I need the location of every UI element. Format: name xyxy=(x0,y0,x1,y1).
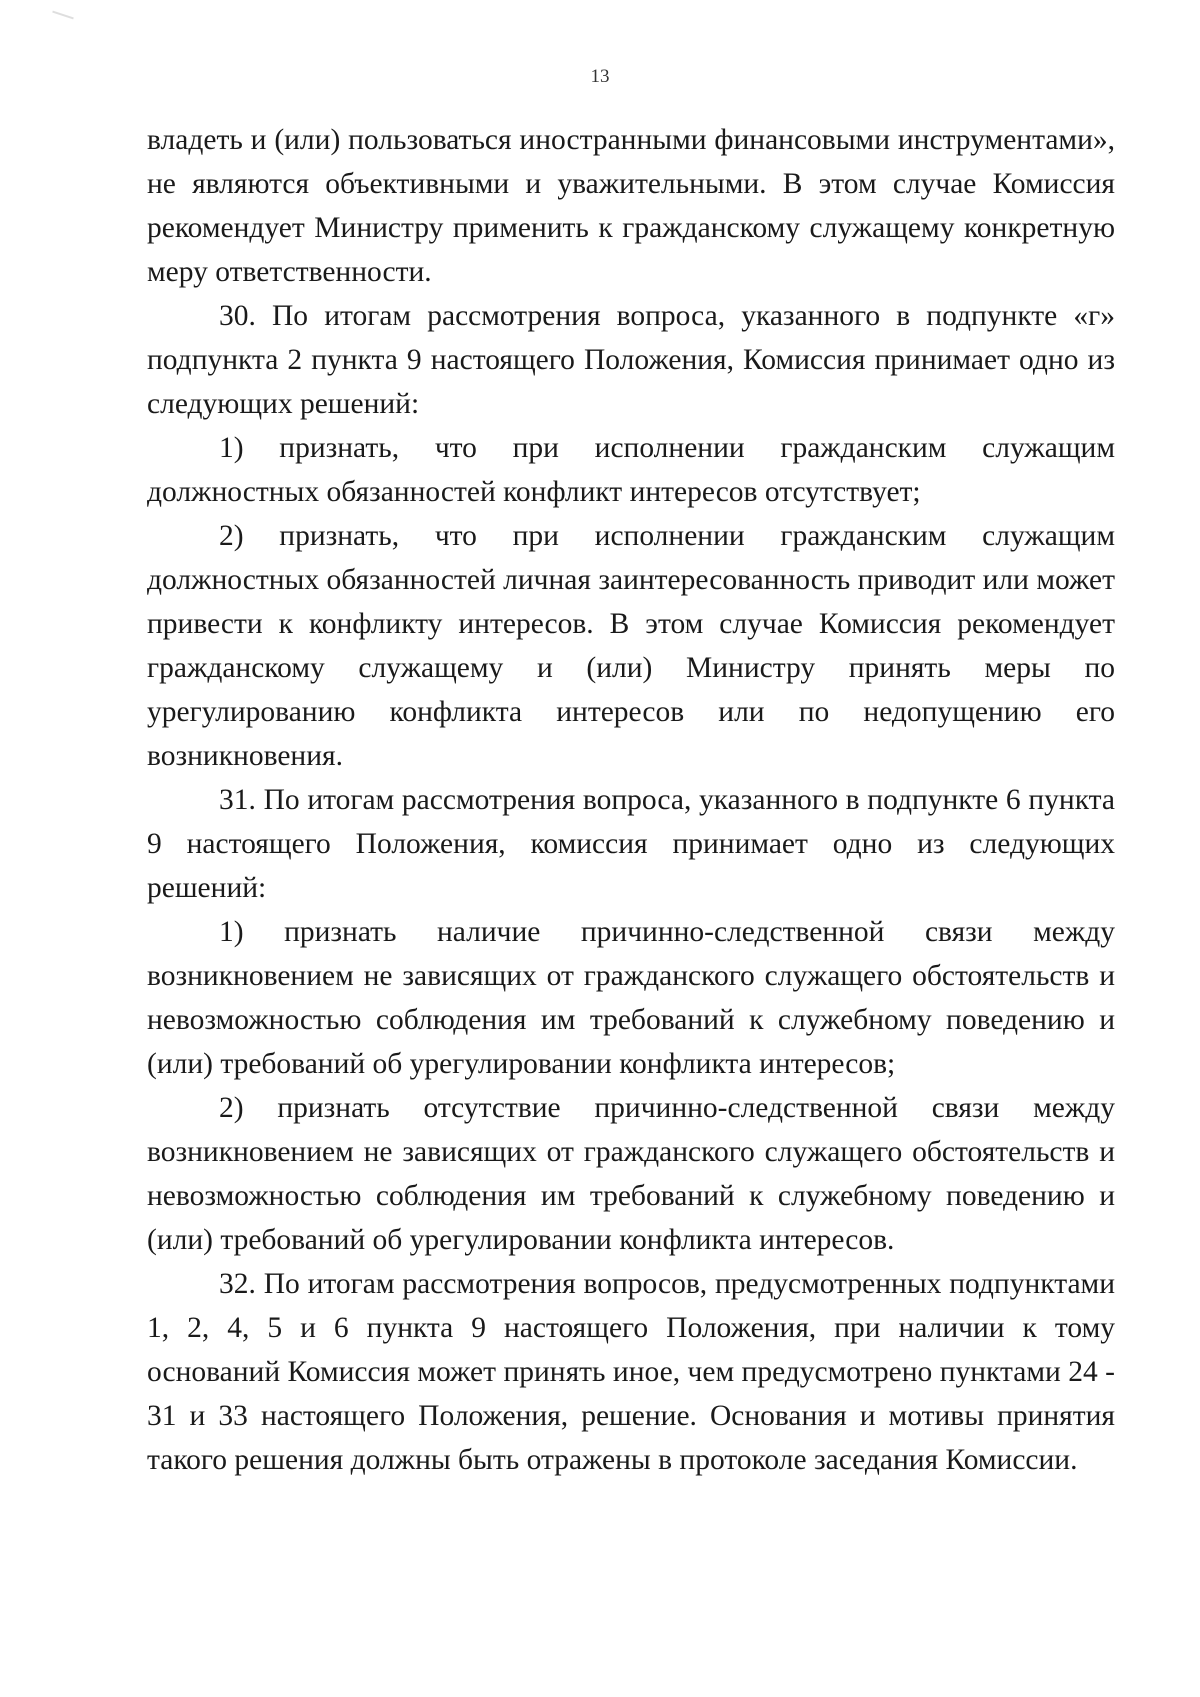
paragraph-item-30-subitem-1: 1) признать, что при исполнении гражданским служащим должностных обязанностей конфликт интересов отсутствует; xyxy=(147,432,1115,508)
paragraph-item-31-subitem-2: 2) признать отсутствие причинно-следственной связи между возникновением не зависящих от гражданского служащего обстоятельств и невозможностью соблюдения им требований к служебному поведению и (или) требований об урегулировании конфликта интересов. xyxy=(147,1092,1115,1256)
scan-artifact xyxy=(52,11,74,20)
document-body xyxy=(147,118,1115,1482)
paragraph-item-31-subitem-1: 1) признать наличие причинно-следственной связи между возникновением не зависящих от гражданского служащего обстоятельств и невозможностью соблюдения им требований к служебному поведению и (или) требований об урегулировании конфликта интересов; xyxy=(147,916,1115,1080)
paragraph-item-31: 31. По итогам рассмотрения вопроса, указанного в подпункте 6 пункта 9 настоящего Положения, комиссия принимает одно из следующих решений: xyxy=(147,784,1115,904)
page-number: 13 xyxy=(590,66,610,87)
paragraph-item-30-subitem-2: 2) признать, что при исполнении гражданским служащим должностных обязанностей личная заинтересованность приводит или может привести к конфликту интересов. В этом случае Комиссия рекомендует гражданскому служащему и (или) Министру принять меры по урегулированию конфликта интересов или по недопущению его возникновения. xyxy=(147,520,1115,772)
paragraph-continuation: владеть и (или) пользоваться иностранными финансовыми инструментами», не являются объективными и уважительными. В этом случае Комиссия рекомендует Министру применить к гражданскому служащему конкретную меру ответственности. xyxy=(147,124,1115,288)
paragraph-item-32: 32. По итогам рассмотрения вопросов, предусмотренных подпунктами 1, 2, 4, 5 и 6 пункта 9 настоящего Положения, при наличии к тому оснований Комиссия может принять иное, чем предусмотрено пунктами 24 - 31 и 33 настоящего Положения, решение. Основания и мотивы принятия такого решения должны быть отражены в протоколе заседания Комиссии. xyxy=(147,1268,1115,1476)
paragraph-item-30: 30. По итогам рассмотрения вопроса, указанного в подпункте «г» подпункта 2 пункта 9 настоящего Положения, Комиссия принимает одно из следующих решений: xyxy=(147,300,1115,420)
